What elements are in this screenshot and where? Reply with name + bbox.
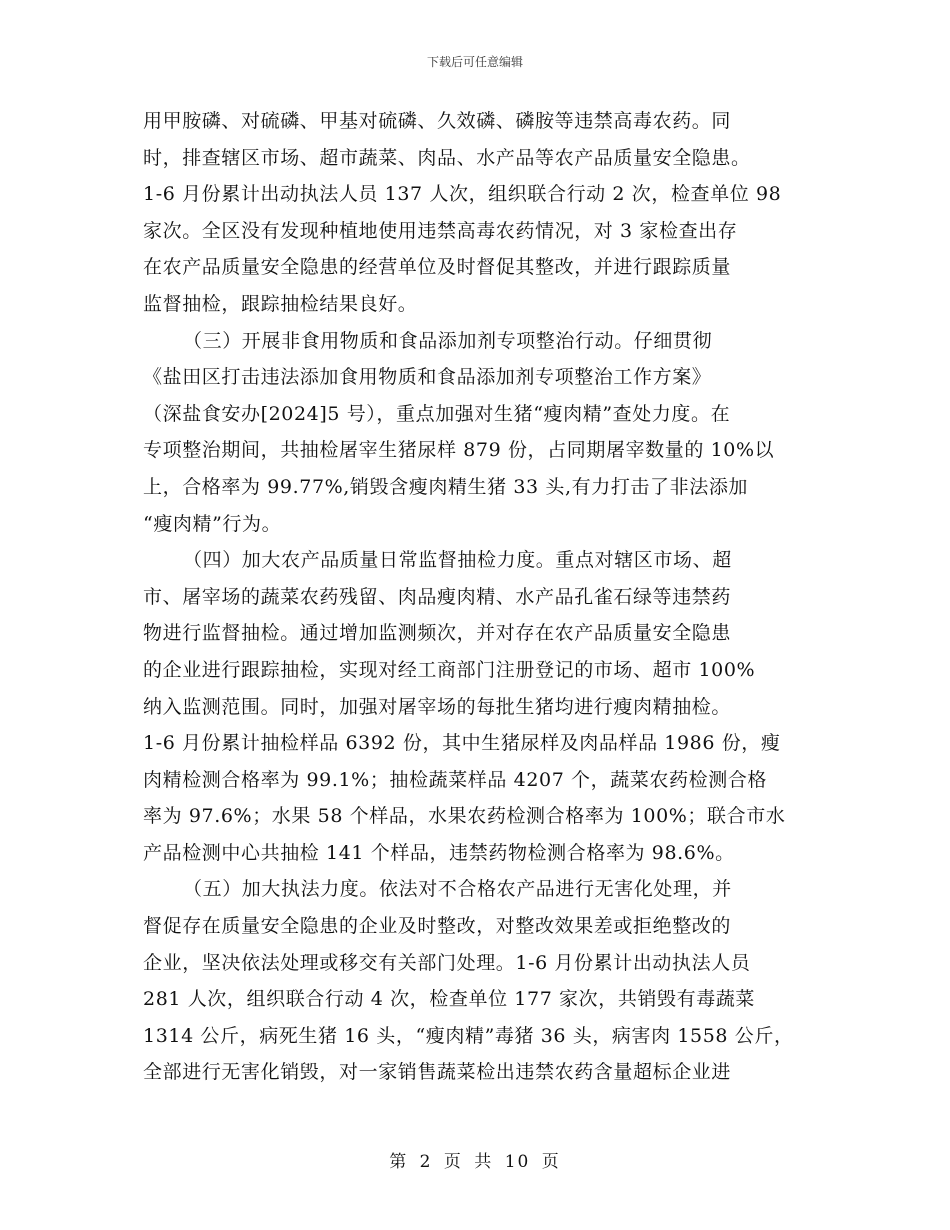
document-body: [143, 103, 813, 1091]
text-line: 率为 97.6%；水果 58 个样品，水果农药检测合格率为 100%；联合市水: [143, 805, 786, 828]
text-line: 产品检测中心共抽检 141 个样品，违禁药物检测合格率为 98.6%。: [143, 841, 735, 864]
text-line: 1314 公斤，病死生猪 16 头，“瘦肉精”毒猪 36 头，病害肉 1558 公斤，: [143, 1024, 794, 1047]
text-line: 物进行监督抽检。通过增加监测频次，并对存在农产品质量安全隐患: [143, 622, 732, 645]
text-line: 专项整治期间，共抽检屠宰生猪尿样 879 份，占同期屠宰数量的 10%以: [143, 439, 775, 462]
section-heading-line: （五）加大执法力度。依法对不合格农产品进行无害化处理，并: [183, 878, 732, 901]
section-heading-line: （四）加大农产品质量日常监督抽检力度。重点对辖区市场、超: [183, 549, 732, 572]
section-heading-line: （三）开展非食用物质和食品添加剂专项整治行动。仔细贯彻: [183, 329, 713, 352]
text-line: 企业，坚决依法处理或移交有关部门处理。1-6 月份累计出动执法人员: [143, 951, 751, 974]
text-line: 《盐田区打击违法添加食用物质和食品添加剂专项整治工作方案》: [143, 366, 712, 389]
text-line: 上，合格率为 99.77%,销毁含瘦肉精生猪 33 头,有力打击了非法添加: [143, 475, 749, 498]
text-line: 市、屠宰场的蔬菜农药残留、肉品瘦肉精、水产品孔雀石绿等违禁药: [143, 585, 732, 608]
text-line: “瘦肉精”行为。: [143, 512, 282, 535]
text-line: 在农产品质量安全隐患的经营单位及时督促其整改，并进行跟踪质量: [143, 256, 732, 279]
text-line: 281 人次，组织联合行动 4 次，检查单位 177 家次，共销毁有毒蔬菜: [143, 988, 756, 1011]
text-line: 纳入监测范围。同时，加强对屠宰场的每批生猪均进行瘦肉精抽检。: [143, 695, 732, 718]
page-number: 第 2 页 共 10 页: [389, 1152, 561, 1172]
text-line: 的企业进行跟踪抽检，实现对经工商部门注册登记的市场、超市 100%: [143, 658, 756, 681]
text-line: 1-6 月份累计出动执法人员 137 人次，组织联合行动 2 次，检查单位 98: [143, 183, 782, 206]
text-line: 1-6 月份累计抽检样品 6392 份，其中生猪尿样及肉品样品 1986 份，瘦: [143, 732, 781, 755]
text-line: 全部进行无害化销毁，对一家销售蔬菜检出违禁农药含量超标企业进: [143, 1061, 732, 1084]
text-line: （深盐食安办[2024]5 号），重点加强对生猪“瘦肉精”查处力度。在: [143, 402, 731, 425]
text-line: 用甲胺磷、对硫磷、甲基对硫磷、久效磷、磷胺等违禁高毒农药。同: [143, 110, 732, 132]
text-line: 督促存在质量安全隐患的企业及时整改，对整改效果差或拒绝整改的: [143, 915, 732, 938]
text-line: 肉精检测合格率为 99.1%；抽检蔬菜样品 4207 个，蔬菜农药检测合格: [143, 768, 768, 791]
text-line: 监督抽检，跟踪抽检结果良好。: [143, 292, 418, 315]
text-line: 家次。全区没有发现种植地使用违禁高毒农药情况，对 3 家检查出存: [143, 219, 738, 242]
page-header: 下载后可任意编辑: [426, 55, 523, 69]
text-line: 时，排查辖区市场、超市蔬菜、肉品、水产品等农产品质量安全隐患。: [143, 146, 751, 169]
